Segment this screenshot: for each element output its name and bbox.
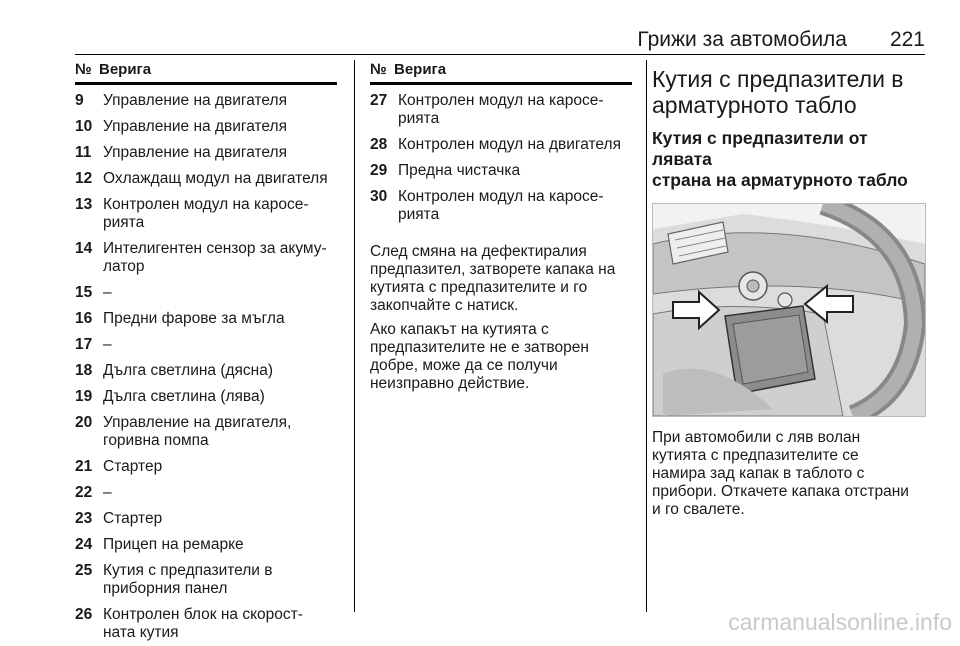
page-number: 221 [889,28,925,51]
dashboard-fuse-cover-illustration [652,203,926,417]
instructions [370,243,632,393]
table-row [75,558,337,602]
table-body [75,88,337,646]
fuse-number: 27 [370,92,388,109]
fuse-number: 13 [75,196,93,213]
table-row [370,158,632,184]
fuse-number: 14 [75,240,93,257]
table-row [75,602,337,646]
instruction-paragraph: След смяна на дефектиралия предпазител, затворете капака на кутията с предпазителите и го закопчайте с натиск. [370,243,616,314]
page-header [75,24,925,55]
fuse-number: 17 [75,336,93,353]
column-divider [646,60,647,612]
instruction-paragraph: Ако капакът на кутията с предпазителите не е затворен добре, може да се получи неизправно действие. [370,321,589,392]
circuit-name: Стартер [103,510,163,527]
circuit-name: Контролен модул на двигателя [398,136,621,153]
fuse-number: 10 [75,118,93,135]
circuit-name: Управление на двигателя, горивна помпа [103,414,292,449]
header-number: № [370,61,387,78]
table-header [370,60,632,85]
fuse-number: 25 [75,562,93,579]
fuse-number: 28 [370,136,388,153]
watermark: carmanualsonline.info [728,609,952,635]
header-number: № [75,61,92,78]
circuit-name: – [103,484,112,501]
fuse-table-left [75,60,337,646]
circuit-name: Дълга светлина (дясна) [103,362,274,379]
header-circuit: Верига [394,61,447,78]
fuse-table-middle [370,60,632,393]
fuse-number: 21 [75,458,93,475]
fuse-number: 19 [75,388,93,405]
table-row [75,236,337,280]
page-title: Грижи за автомобила [637,28,847,51]
table-row [370,184,632,228]
table-row [75,280,337,306]
fuse-number: 15 [75,284,93,301]
table-row [75,306,337,332]
table-row [75,506,337,532]
table-row [370,88,632,132]
table-row [75,192,337,236]
fuse-number: 16 [75,310,93,327]
fuse-number: 30 [370,188,388,205]
fuse-number: 20 [75,414,93,431]
circuit-name: – [103,336,112,353]
section-heading: Кутия с предпазители в арматурното табло [652,66,904,118]
fuse-number: 29 [370,162,388,179]
table-row [75,140,337,166]
fuse-number: 24 [75,536,93,553]
circuit-name: Дълга светлина (лява) [103,388,265,405]
circuit-name: Управление на двигателя [103,92,287,109]
table-row [75,384,337,410]
circuit-name: Прицеп на ремарке [103,536,244,553]
circuit-name: Управление на двигателя [103,118,287,135]
table-row [75,358,337,384]
column-divider [354,60,355,612]
subsection-heading: Кутия с предпазители от лявата страна на арматурното табло [652,128,908,190]
instruction-paragraph: При автомобили с ляв волан кутията с предпазителите се намира зад капак в таблото с прибори. Откачете капака отстрани и го свалете. [652,429,909,518]
circuit-name: Контролен блок на скорост- ната кутия [103,606,303,641]
table-row [75,454,337,480]
table-row [75,88,337,114]
table-row [75,166,337,192]
fuse-number: 9 [75,92,84,109]
table-row [75,410,337,454]
table-body [370,88,632,228]
circuit-name: – [103,284,112,301]
circuit-name: Охлаждащ модул на двигателя [103,170,328,187]
circuit-name: Предна чистачка [398,162,521,179]
table-row [370,132,632,158]
fuse-number: 11 [75,144,92,161]
fuse-number: 18 [75,362,93,379]
table-header [75,60,337,85]
circuit-name: Управление на двигателя [103,144,287,161]
circuit-name: Предни фарове за мъгла [103,310,285,327]
circuit-name: Интелигентен сензор за акуму- латор [103,240,327,275]
circuit-name: Контролен модул на каросе- рията [103,196,309,231]
table-row [75,480,337,506]
table-row [75,332,337,358]
fuse-number: 12 [75,170,93,187]
header-circuit: Верига [99,61,152,78]
table-row [75,532,337,558]
right-column [652,60,928,519]
fuse-number: 22 [75,484,93,501]
circuit-name: Контролен модул на каросе- рията [398,92,604,127]
fuse-number: 23 [75,510,93,527]
circuit-name: Кутия с предпазители в приборния панел [103,562,273,597]
circuit-name: Стартер [103,458,163,475]
fuse-number: 26 [75,606,93,623]
table-row [75,114,337,140]
circuit-name: Контролен модул на каросе- рията [398,188,604,223]
